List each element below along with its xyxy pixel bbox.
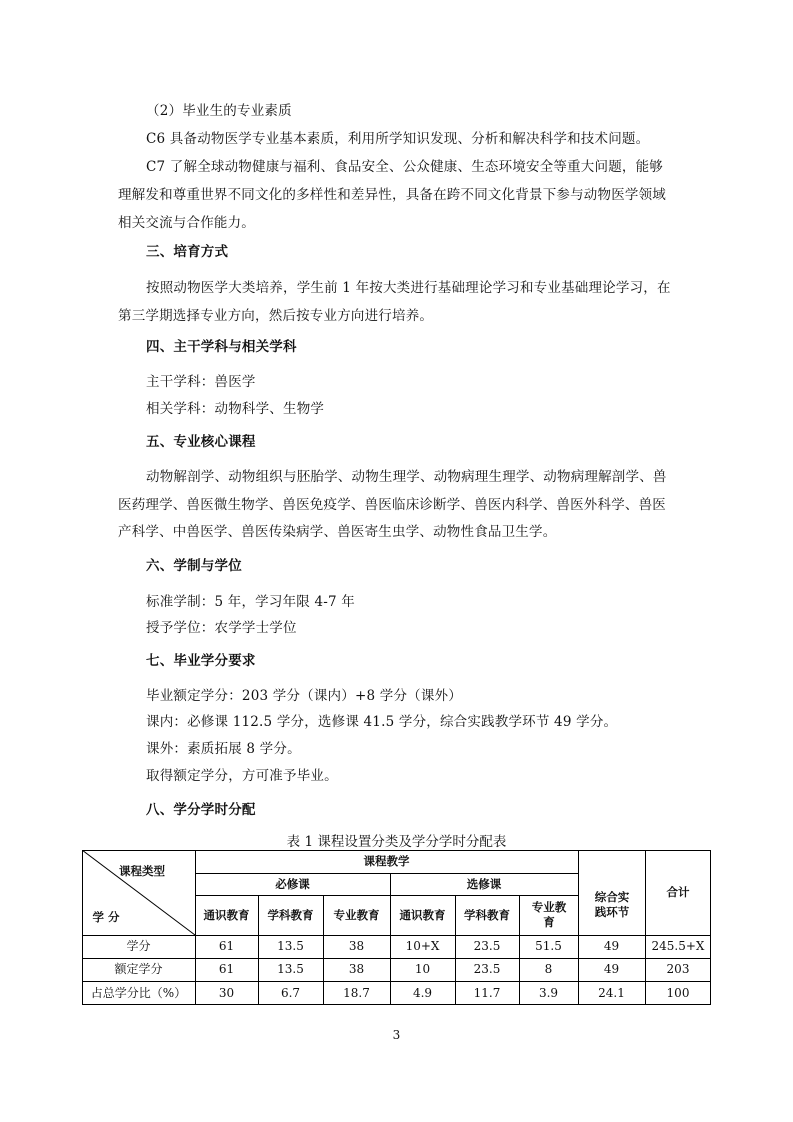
section-heading-4: 四、主干学科与相关学科 <box>146 339 297 355</box>
header-course-teaching: 课程教学 <box>363 854 410 868</box>
row-label: 学分 <box>126 939 151 953</box>
table-cell: 4.9 <box>412 985 433 1000</box>
paragraph-credits-total: 毕业额定学分：203 学分（课内）+8 学分（课外） <box>146 688 462 704</box>
table-cell: 13.5 <box>277 939 304 953</box>
table-cell: 51.5 <box>535 939 562 953</box>
header-col-elective-discipline: 学科教育 <box>464 907 510 922</box>
section-heading-8: 八、学分学时分配 <box>146 802 256 818</box>
table-cell: 11.7 <box>473 985 501 1000</box>
corner-label-credit: 学 分 <box>92 909 120 924</box>
paragraph-training-line2: 第三学期选择专业方向，然后按专业方向进行培养。 <box>118 308 434 324</box>
subsection-heading: （2）毕业生的专业素质 <box>146 103 292 119</box>
paragraph-graduation: 取得额定学分，方可准予毕业。 <box>146 768 338 784</box>
paragraph-training-line1: 按照动物医学大类培养，学生前 1 年按大类进行基础理论学习和专业基础理论学习，在 <box>146 280 671 296</box>
table-cell: 10+X <box>405 939 440 953</box>
table-cell: 49 <box>603 939 620 953</box>
table-cell: 6.7 <box>280 985 301 1000</box>
table-cell: 24.1 <box>598 985 625 1000</box>
table-cell: 61 <box>218 939 235 953</box>
credit-distribution-table <box>82 850 711 1005</box>
paragraph-c6: C6 具备动物医学专业基本素质，利用所学知识发现、分析和解决科学和技术问题。 <box>146 131 650 147</box>
header-total: 合计 <box>666 885 690 899</box>
section-heading-7: 七、毕业学分要求 <box>146 653 256 669</box>
paragraph-credits-inside: 课内：必修课 112.5 学分，选修课 41.5 学分，综合实践教学环节 49 学分。 <box>146 714 618 730</box>
table-cell: 18.7 <box>343 985 370 1000</box>
corner-label-course-type: 课程类型 <box>119 863 165 878</box>
row-label: 占总学分比（%） <box>90 985 187 1000</box>
table-cell: 8 <box>544 962 553 976</box>
paragraph-core-courses-line3: 产科学、中兽医学、兽医传染病学、兽医寄生虫学、动物性食品卫生学。 <box>118 524 557 540</box>
paragraph-c7-line2: 理解发和尊重世界不同文化的多样性和差异性，具备在跨不同文化背景下参与动物医学领域 <box>118 187 666 203</box>
page-number: 3 <box>392 1028 401 1042</box>
table-cell: 61 <box>218 962 235 976</box>
paragraph-duration: 标准学制：5 年，学习年限 4-7 年 <box>146 594 356 610</box>
paragraph-degree: 授予学位：农学学士学位 <box>146 620 297 636</box>
header-col-required-general: 通识教育 <box>203 907 250 922</box>
table-cell: 10 <box>414 962 431 976</box>
section-heading-6: 六、学制与学位 <box>146 558 242 574</box>
table-cell: 38 <box>348 962 365 976</box>
paragraph-core-courses-line1: 动物解剖学、动物组织与胚胎学、动物生理学、动物病理生理学、动物病理解剖学、兽 <box>146 469 667 485</box>
table-cell: 203 <box>666 962 690 976</box>
section-heading-3: 三、培育方式 <box>146 244 229 260</box>
paragraph-main-discipline: 主干学科：兽医学 <box>146 374 256 390</box>
header-col-elective-major: 专业教育 <box>531 900 567 929</box>
paragraph-related-discipline: 相关学科：动物科学、生物学 <box>146 401 325 417</box>
table-caption: 表 1 课程设置分类及学分学时分配表 <box>286 834 507 850</box>
paragraph-c7-line3: 相关交流与合作能力。 <box>118 215 255 231</box>
paragraph-c7-line1: C7 了解全球动物健康与福利、食品安全、公众健康、生态环境安全等重大问题，能够 <box>146 159 664 175</box>
header-required: 必修课 <box>275 876 310 891</box>
table-cell: 13.5 <box>277 962 304 976</box>
header-col-required-major: 专业教育 <box>333 907 380 922</box>
header-elective: 选修课 <box>466 876 502 891</box>
table-cell: 100 <box>666 985 690 1000</box>
header-col-required-discipline: 学科教育 <box>267 907 314 922</box>
table-cell: 3.9 <box>538 985 559 1000</box>
table-cell: 49 <box>603 962 620 976</box>
header-col-elective-general: 通识教育 <box>399 907 446 922</box>
row-label: 额定学分 <box>114 962 163 976</box>
table-cell: 245.5+X <box>651 939 705 953</box>
section-heading-5: 五、专业核心课程 <box>146 434 256 450</box>
table-cell: 38 <box>348 939 365 953</box>
paragraph-core-courses-line2: 医药理学、兽医微生物学、兽医免疫学、兽医临床诊断学、兽医内科学、兽医外科学、兽医 <box>118 497 666 513</box>
paragraph-credits-outside: 课外：素质拓展 8 学分。 <box>146 741 301 757</box>
table-cell: 30 <box>218 985 235 1000</box>
table-cell: 23.5 <box>473 962 501 976</box>
table-cell: 23.5 <box>473 939 501 953</box>
header-practice: 综合实践环节 <box>594 890 630 919</box>
